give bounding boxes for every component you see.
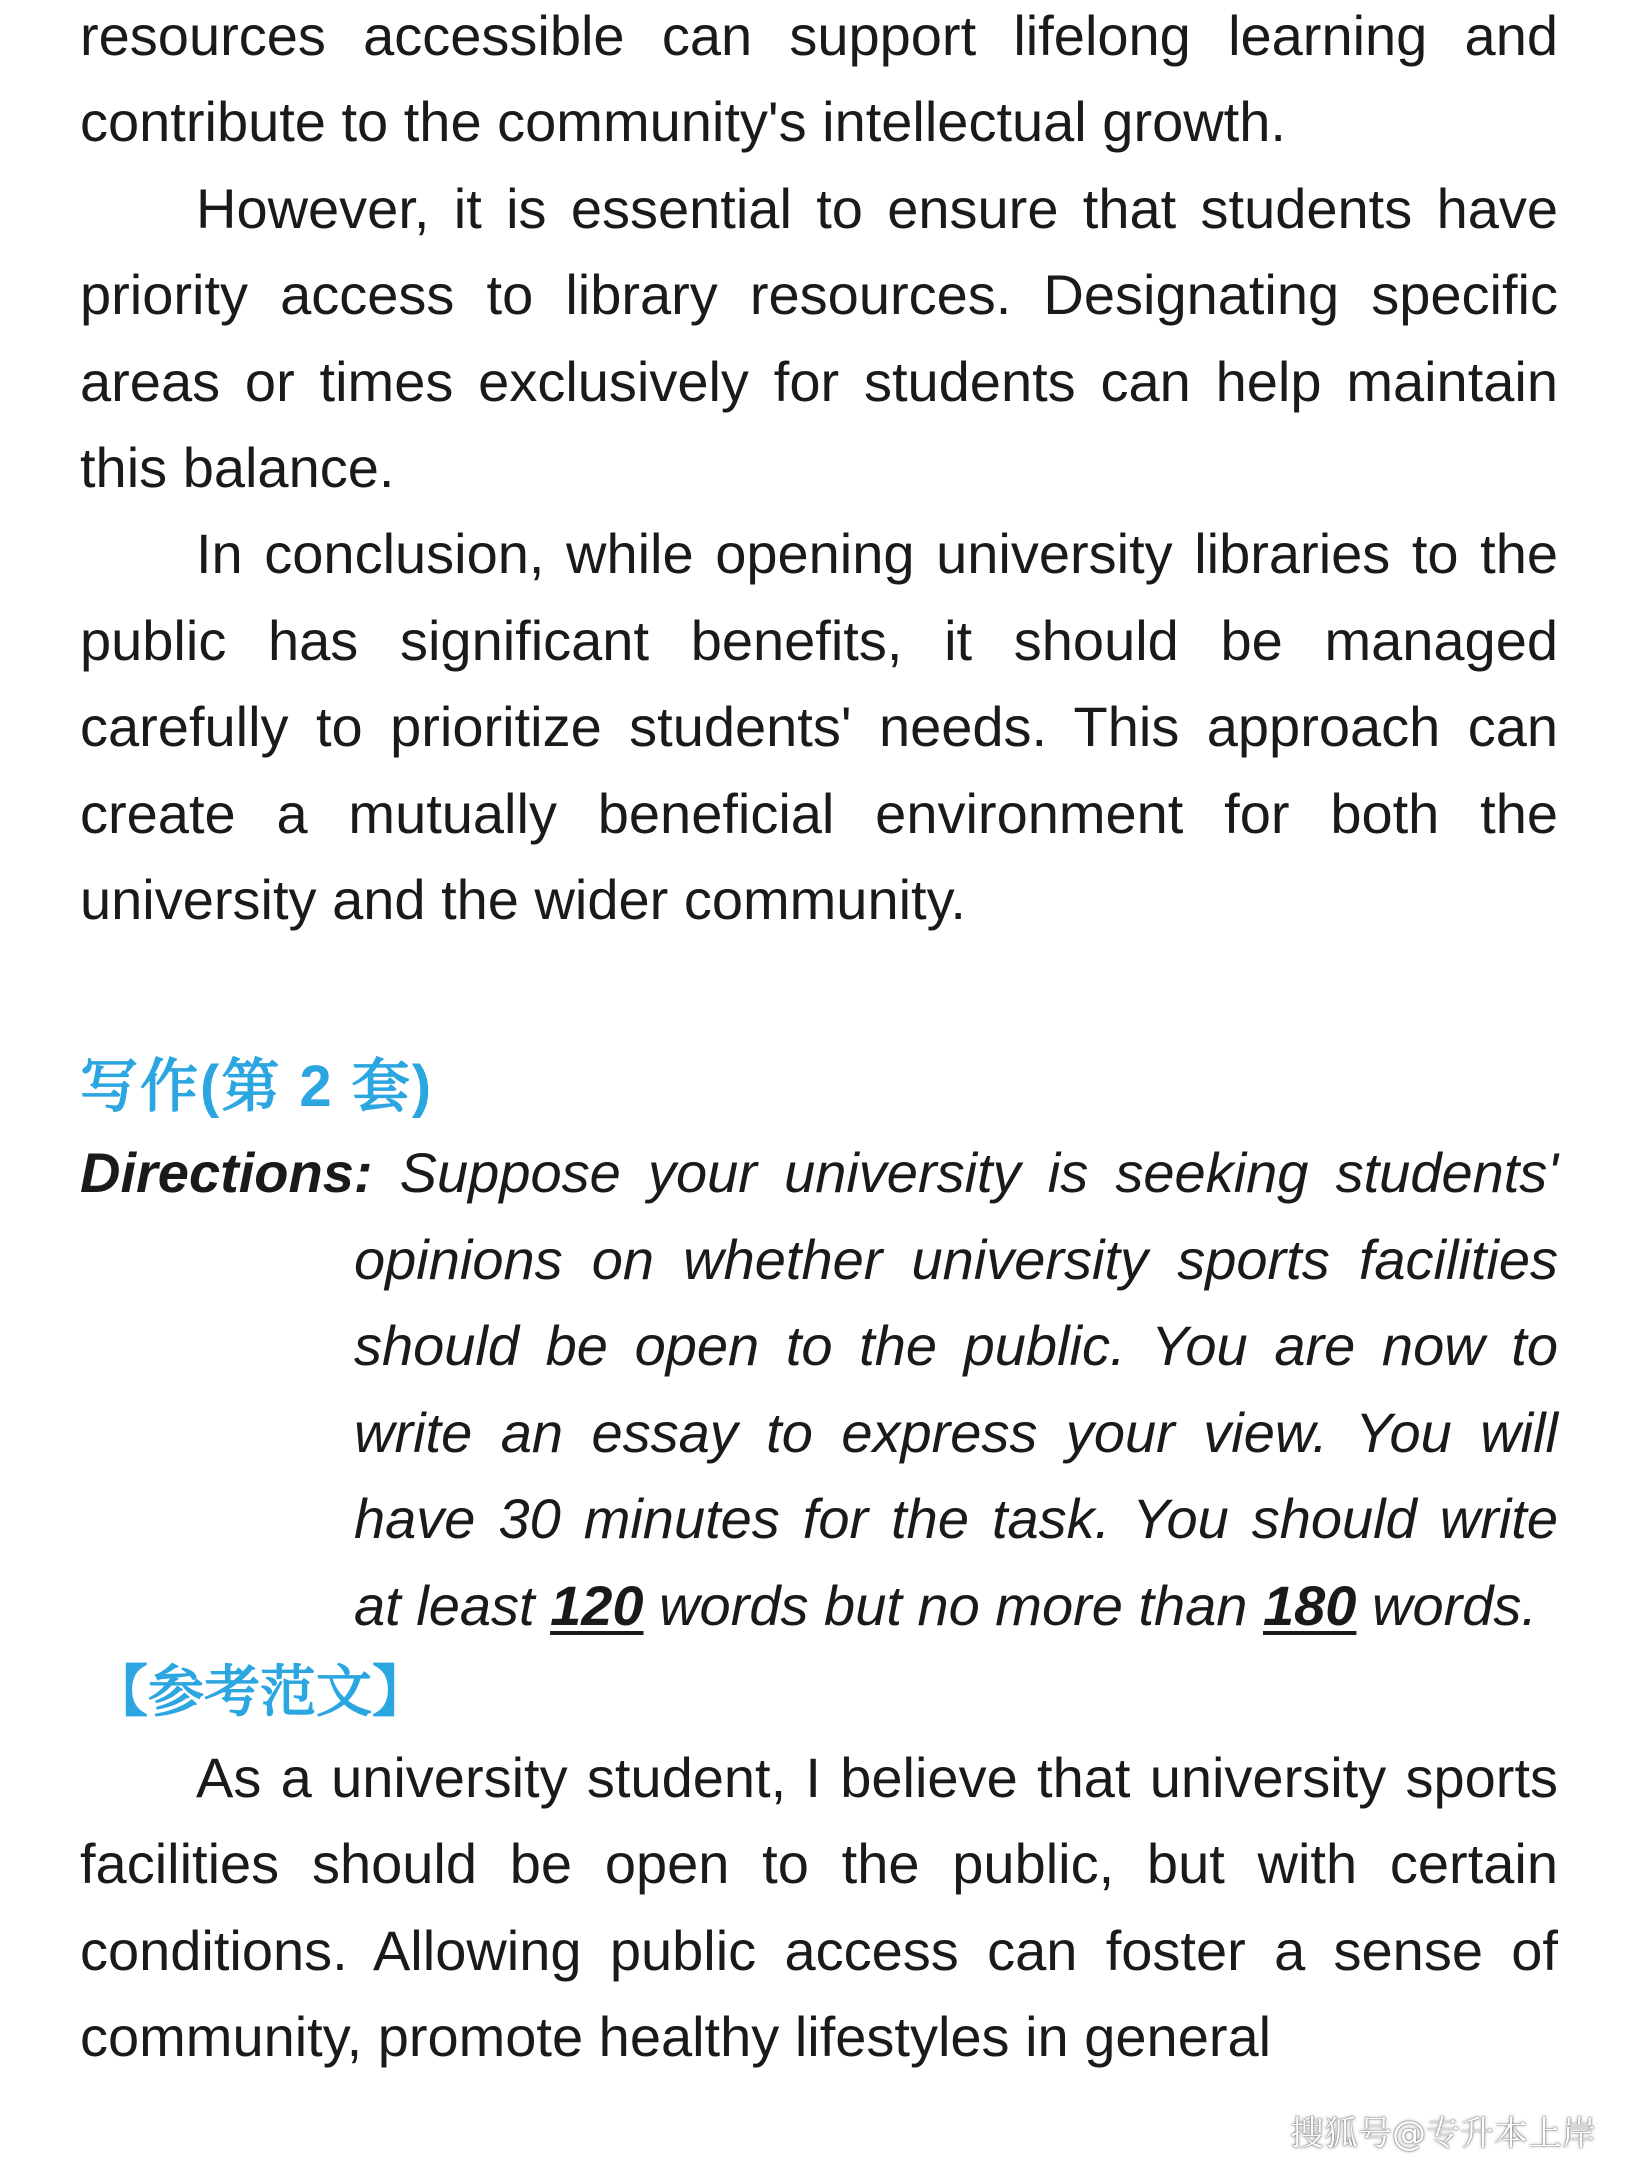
sample-heading-text: 参考范文	[148, 1659, 372, 1723]
section-heading-writing-set-2: 写作(第 2 套)	[80, 1054, 434, 1120]
document-page	[80, 0, 1558, 2081]
directions-block	[80, 1130, 1558, 1648]
sample-heading-open-bracket: 【	[92, 1659, 148, 1723]
directions-text-end: words.	[1356, 1573, 1537, 1637]
max-word-count: 180	[1263, 1573, 1357, 1637]
essay-paragraph-conclusion: In conclusion, while opening university libraries to the public has significant benefits, it should be managed carefully to prioritize students' needs. This approach can create a mutually beneficial environment for both the university and the wider community.	[80, 522, 1558, 932]
sample-heading-close-bracket: 】	[372, 1659, 428, 1723]
essay-paragraph-tail: resources accessible can support lifelong learning and contribute to the community's intellectual growth.	[80, 4, 1558, 154]
sample-essay-paragraph-1: As a university student, I believe that university sports facilities should be open to the public, but with certain conditions. Allowing public access can foster a sense of community, promote healthy lifestyles in general	[80, 1745, 1558, 2069]
min-word-count: 120	[550, 1573, 644, 1637]
directions-text-middle: words but no more than	[643, 1573, 1263, 1637]
directions-label: Directions:	[80, 1141, 373, 1205]
directions-text-start: Suppose your university is seeking students' opinions on whether university sports facilities should be open to the public. You are now to write an essay to express your view. You will have 30 minutes for the task. You should write at least	[354, 1141, 1558, 1637]
essay-paragraph-priority-access: However, it is essential to ensure that students have priority access to library resources. Designating specific areas or times exclusively for students can help maintain this balance.	[80, 176, 1558, 500]
sample-essay-heading	[80, 1649, 1558, 1735]
watermark-text: 搜狐号@专升本上岸	[1290, 2114, 1596, 2154]
